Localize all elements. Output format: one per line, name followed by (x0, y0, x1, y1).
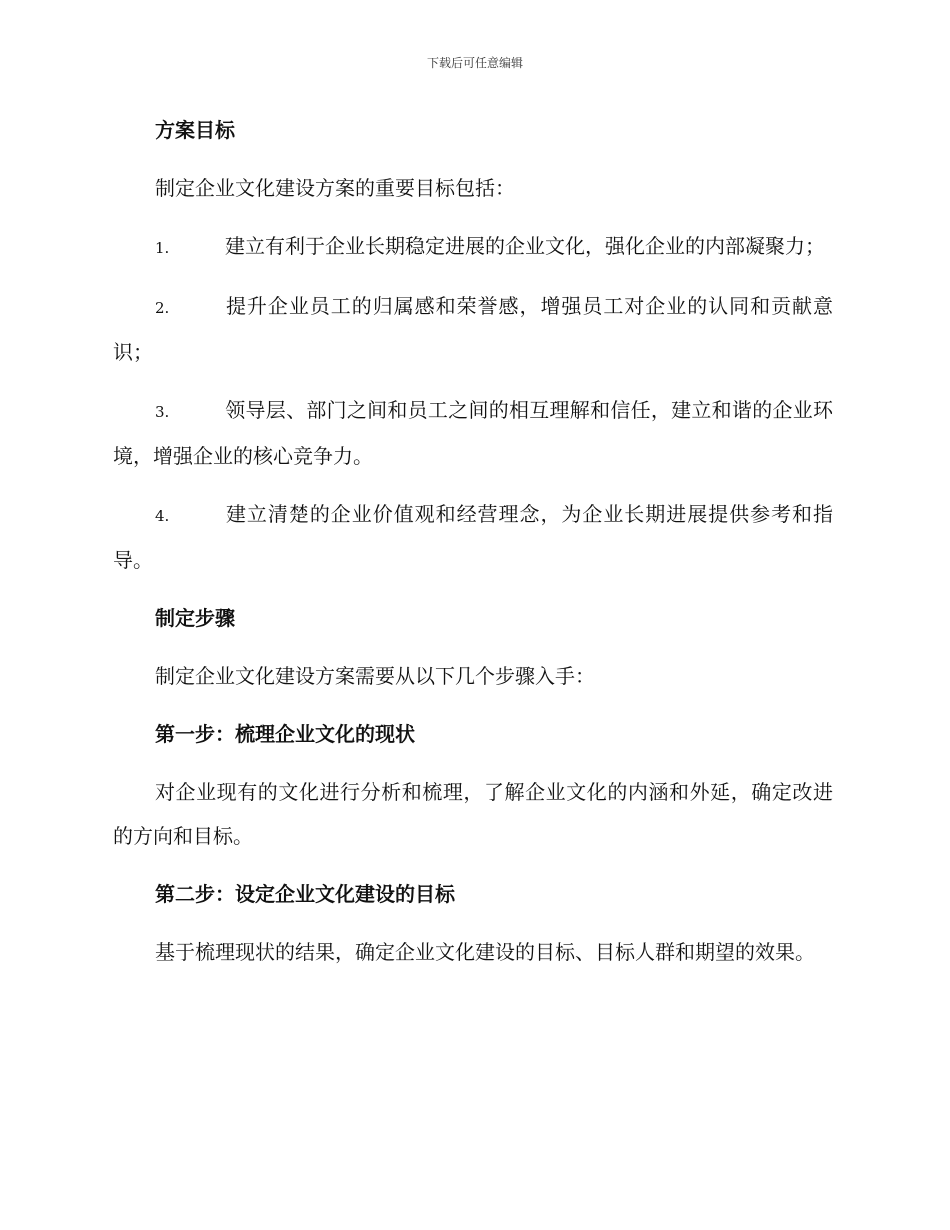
step1-heading: 第一步：梳理企业文化的现状 (155, 722, 415, 746)
page-header: 下载后可任意编辑 (426, 56, 523, 70)
goal-item-text: 提升企业员工的归属感和荣誉感，增强员工对企业的认同和贡献意识； (113, 294, 833, 364)
step2-text: 基于梳理现状的结果，确定企业文化建设的目标、目标人群和期望的效果。 (155, 940, 815, 964)
steps-intro: 制定企业文化建设方案需要从以下几个步骤入手： (155, 664, 595, 688)
goal-item-number: 4. (155, 507, 170, 525)
goal-heading: 方案目标 (155, 118, 235, 142)
goal-item-text: 建立清楚的企业价值观和经营理念，为企业长期进展提供参考和指导。 (113, 502, 833, 572)
document-body (113, 108, 833, 988)
goal-item-number: 1. (155, 239, 170, 257)
goal-item-text: 建立有利于企业长期稳定进展的企业文化，强化企业的内部凝聚力； (225, 234, 825, 258)
goal-item-text: 领导层、部门之间和员工之间的相互理解和信任，建立和谐的企业环境，增强企业的核心竞争力。 (113, 398, 833, 468)
goal-item-4 (113, 492, 833, 582)
goal-intro: 制定企业文化建设方案的重要目标包括： (155, 176, 515, 200)
step2-heading: 第二步：设定企业文化建设的目标 (155, 882, 455, 906)
goal-item-3 (113, 388, 833, 478)
step1-text: 对企业现有的文化进行分析和梳理，了解企业文化的内涵和外延，确定改进的方向和目标。 (113, 780, 833, 848)
goal-item-number: 3. (155, 403, 170, 421)
goal-item-2 (113, 284, 833, 374)
goal-item-1 (113, 224, 833, 270)
goal-item-number: 2. (155, 299, 170, 317)
steps-heading: 制定步骤 (155, 606, 235, 630)
